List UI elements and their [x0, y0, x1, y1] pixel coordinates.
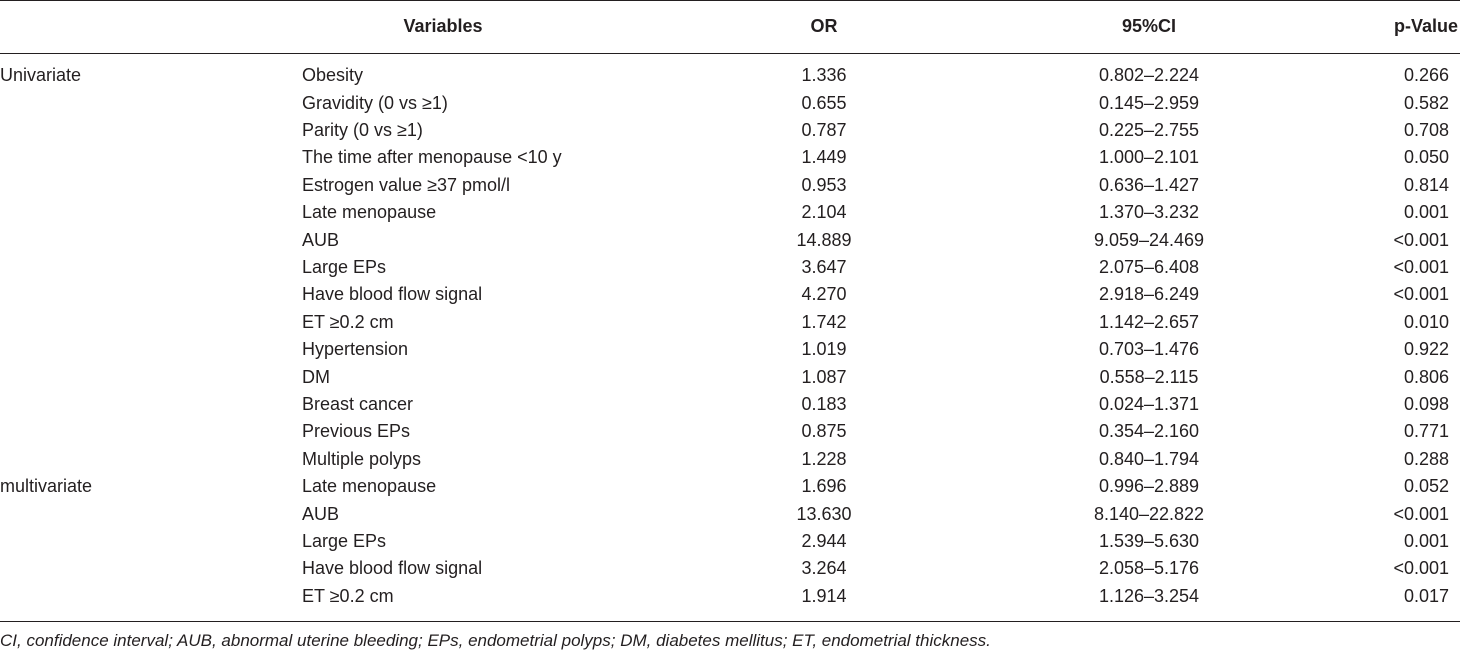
row-variable: Have blood flow signal — [302, 558, 483, 579]
table-row — [0, 254, 1460, 281]
row-ci: 2.058–5.176 — [1098, 558, 1200, 579]
row-p-value: <0.001 — [1393, 256, 1449, 277]
row-or: 14.889 — [796, 229, 852, 250]
header-rule — [0, 53, 1460, 54]
row-ci: 0.996–2.889 — [1098, 476, 1200, 497]
row-or: 1.742 — [801, 311, 847, 332]
row-p-value: 0.288 — [1403, 448, 1449, 469]
row-ci: 0.225–2.755 — [1098, 119, 1200, 140]
table-footnote: CI, confidence interval; AUB, abnormal uterine bleeding; EPs, endometrial polyps; DM, diabetes mellitus; ET, endometrial thickness. — [0, 631, 991, 650]
header-variables: Variables — [403, 16, 483, 37]
row-group-label: multivariate — [0, 476, 93, 497]
table-row — [0, 391, 1460, 418]
table-row — [0, 336, 1460, 363]
row-or: 3.264 — [801, 558, 847, 579]
row-ci: 0.024–1.371 — [1098, 393, 1200, 414]
row-or: 0.953 — [801, 174, 847, 195]
row-p-value: <0.001 — [1393, 558, 1449, 579]
row-p-value: 0.582 — [1403, 92, 1449, 113]
row-ci: 1.370–3.232 — [1098, 202, 1200, 223]
row-variable: Parity (0 vs ≥1) — [302, 119, 423, 140]
row-variable: ET ≥0.2 cm — [302, 311, 394, 332]
row-or: 2.944 — [801, 530, 847, 551]
row-variable: ET ≥0.2 cm — [302, 585, 394, 606]
row-variable: Late menopause — [302, 476, 437, 497]
row-ci: 0.802–2.224 — [1098, 65, 1200, 86]
row-ci: 0.558–2.115 — [1099, 366, 1199, 387]
row-ci: 1.000–2.101 — [1098, 147, 1200, 168]
row-p-value: 0.814 — [1403, 174, 1449, 195]
row-variable: Breast cancer — [302, 393, 414, 414]
row-ci: 0.354–2.160 — [1098, 421, 1200, 442]
row-variable: DM — [302, 366, 330, 387]
row-variable: Have blood flow signal — [302, 284, 483, 305]
row-group-label: Univariate — [0, 65, 82, 86]
row-variable: AUB — [302, 503, 340, 524]
row-or: 1.228 — [801, 448, 847, 469]
table-row — [0, 555, 1460, 582]
row-ci: 1.142–2.657 — [1098, 311, 1200, 332]
header-p-value: p-Value — [1393, 16, 1458, 37]
row-or: 3.647 — [801, 256, 847, 277]
row-p-value: 0.922 — [1403, 339, 1449, 360]
table-row — [0, 172, 1460, 199]
bottom-rule — [0, 621, 1460, 622]
table-row — [0, 309, 1460, 336]
table-row — [0, 117, 1460, 144]
row-variable: Large EPs — [302, 256, 387, 277]
row-ci: 9.059–24.469 — [1093, 229, 1205, 250]
table-row — [0, 226, 1460, 253]
table-row — [0, 144, 1460, 171]
row-ci: 1.539–5.630 — [1098, 530, 1200, 551]
row-or: 1.696 — [801, 476, 847, 497]
table-row — [0, 500, 1460, 527]
row-or: 1.336 — [801, 65, 847, 86]
table-row — [0, 281, 1460, 308]
row-or: 2.104 — [801, 202, 847, 223]
row-p-value: 0.052 — [1403, 476, 1449, 497]
header-ci: 95%CI — [1121, 16, 1177, 37]
top-rule — [0, 0, 1460, 1]
row-or: 1.914 — [801, 585, 847, 606]
row-p-value: 0.806 — [1403, 366, 1449, 387]
row-variable: The time after menopause <10 y — [302, 147, 562, 168]
row-ci: 0.840–1.794 — [1098, 448, 1200, 469]
row-variable: Hypertension — [302, 339, 409, 360]
row-or: 0.787 — [801, 119, 847, 140]
table-row — [0, 528, 1460, 555]
header-or: OR — [810, 16, 838, 37]
table-row — [0, 446, 1460, 473]
row-p-value: <0.001 — [1393, 503, 1449, 524]
row-or: 0.183 — [801, 393, 847, 414]
row-ci: 2.918–6.249 — [1098, 284, 1200, 305]
table-row — [0, 473, 1460, 500]
row-variable: Obesity — [302, 65, 364, 86]
row-or: 0.655 — [801, 92, 847, 113]
row-or: 1.449 — [801, 147, 847, 168]
row-variable: Gravidity (0 vs ≥1) — [302, 92, 448, 113]
row-ci: 0.636–1.427 — [1098, 174, 1200, 195]
row-or: 1.019 — [801, 339, 847, 360]
row-ci: 0.703–1.476 — [1098, 339, 1200, 360]
row-or: 13.630 — [796, 503, 852, 524]
table-row — [0, 89, 1460, 116]
row-variable: Multiple polyps — [302, 448, 422, 469]
table-header — [0, 13, 1460, 40]
row-or: 1.087 — [801, 366, 847, 387]
row-or: 4.270 — [801, 284, 847, 305]
row-ci: 2.075–6.408 — [1098, 256, 1200, 277]
row-ci: 0.145–2.959 — [1098, 92, 1200, 113]
row-p-value: 0.708 — [1403, 119, 1449, 140]
row-p-value: 0.017 — [1403, 585, 1449, 606]
row-p-value: 0.050 — [1403, 147, 1449, 168]
row-variable: Late menopause — [302, 202, 437, 223]
row-p-value: 0.001 — [1403, 202, 1449, 223]
row-variable: Large EPs — [302, 530, 387, 551]
row-or: 0.875 — [801, 421, 847, 442]
row-p-value: 0.098 — [1403, 393, 1449, 414]
table-row — [0, 363, 1460, 390]
row-p-value: 0.010 — [1403, 311, 1449, 332]
row-p-value: <0.001 — [1393, 229, 1449, 250]
row-p-value: 0.001 — [1403, 530, 1449, 551]
row-ci: 1.126–3.254 — [1098, 585, 1200, 606]
row-variable: AUB — [302, 229, 340, 250]
table-row — [0, 418, 1460, 445]
table-row — [0, 199, 1460, 226]
row-p-value: <0.001 — [1393, 284, 1449, 305]
row-variable: Previous EPs — [302, 421, 411, 442]
table-row — [0, 583, 1460, 610]
table-row — [0, 62, 1460, 89]
row-ci: 8.140–22.822 — [1093, 503, 1205, 524]
row-p-value: 0.771 — [1403, 421, 1449, 442]
row-variable: Estrogen value ≥37 pmol/l — [302, 174, 510, 195]
row-p-value: 0.266 — [1403, 65, 1449, 86]
